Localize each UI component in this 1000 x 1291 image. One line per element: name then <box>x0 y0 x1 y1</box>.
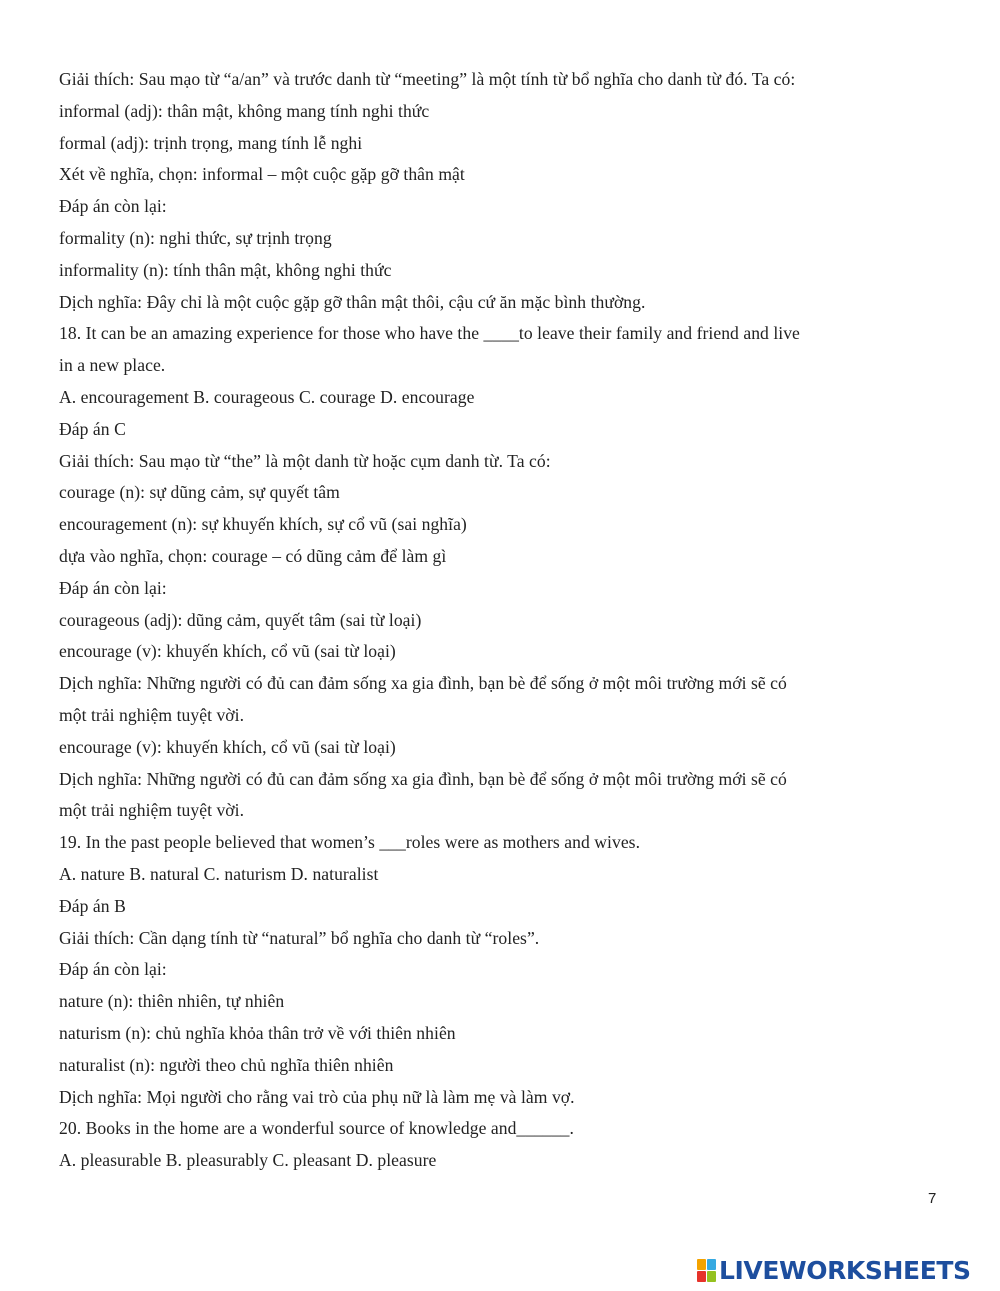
text-line: Giải thích: Cần dạng tính từ “natural” bổ nghĩa cho danh từ “roles”. <box>59 927 540 948</box>
text-line: Đáp án còn lại: <box>59 196 167 217</box>
text-line: naturalist (n): người theo chủ nghĩa thiên nhiên <box>59 1054 394 1075</box>
text-line: Xét về nghĩa, chọn: informal – một cuộc gặp gỡ thân mật <box>59 164 465 185</box>
text-line: nature (n): thiên nhiên, tự nhiên <box>59 991 285 1012</box>
text-line: dựa vào nghĩa, chọn: courage – có dũng cảm để làm gì <box>59 545 447 566</box>
answer-19: Đáp án B <box>59 895 126 916</box>
text-line: formality (n): nghi thức, sự trịnh trọng <box>59 227 332 248</box>
text-line: một trải nghiệm tuyệt vời. <box>59 704 245 725</box>
document-text <box>59 64 939 1177</box>
answer-18: Đáp án C <box>59 418 126 439</box>
text-line: Dịch nghĩa: Mọi người cho rằng vai trò của phụ nữ là làm mẹ và làm vợ. <box>59 1086 575 1107</box>
text-line: Dịch nghĩa: Những người có đủ can đảm sống xa gia đình, bạn bè để sống ở một môi trường mới sẽ có <box>59 673 787 694</box>
text-line: encourage (v): khuyến khích, cổ vũ (sai từ loại) <box>59 641 396 662</box>
text-line: formal (adj): trịnh trọng, mang tính lễ nghi <box>59 132 363 153</box>
text-line: naturism (n): chủ nghĩa khỏa thân trở về với thiên nhiên <box>59 1022 456 1043</box>
text-line: in a new place. <box>59 355 166 376</box>
text-line: encouragement (n): sự khuyến khích, sự cổ vũ (sai nghĩa) <box>59 514 467 535</box>
options-19: A. nature B. natural C. naturism D. naturalist <box>59 863 379 884</box>
text-line: encourage (v): khuyến khích, cổ vũ (sai từ loại) <box>59 736 396 757</box>
text-line: informality (n): tính thân mật, không nghi thức <box>59 259 392 280</box>
text-line: Dịch nghĩa: Đây chỉ là một cuộc gặp gỡ thân mật thôi, cậu cứ ăn mặc bình thường. <box>59 291 646 312</box>
text-line: Giải thích: Sau mạo từ “a/an” và trước danh từ “meeting” là một tính từ bổ nghĩa cho danh từ đó. Ta có: <box>59 69 796 89</box>
text-line: Giải thích: Sau mạo từ “the” là một danh từ hoặc cụm danh từ. Ta có: <box>59 450 551 471</box>
question-19: 19. In the past people believed that women’s ___roles were as mothers and wives. <box>59 832 641 853</box>
liveworksheets-logo[interactable] <box>697 1255 971 1285</box>
text-line: Đáp án còn lại: <box>59 577 167 598</box>
text-line: một trải nghiệm tuyệt vời. <box>59 800 245 821</box>
text-line: courage (n): sự dũng cảm, sự quyết tâm <box>59 482 340 503</box>
text-line: informal (adj): thân mật, không mang tính nghi thức <box>59 100 430 121</box>
liveworksheets-logo-icon <box>697 1259 716 1282</box>
text-line: Dịch nghĩa: Những người có đủ can đảm sống xa gia đình, bạn bè để sống ở một môi trường mới sẽ có <box>59 768 787 789</box>
text-line: Đáp án còn lại: <box>59 959 167 980</box>
options-18: A. encouragement B. courageous C. courage D. encourage <box>59 386 475 407</box>
question-20: 20. Books in the home are a wonderful source of knowledge and______. <box>59 1118 574 1139</box>
page-number: 7 <box>928 1190 937 1207</box>
options-20: A. pleasurable B. pleasurably C. pleasant D. pleasure <box>59 1150 437 1171</box>
question-18: 18. It can be an amazing experience for those who have the ____to leave their family and friend and live <box>59 323 800 344</box>
brand-name: LIVEWORKSHEETS <box>719 1255 971 1285</box>
text-line: courageous (adj): dũng cảm, quyết tâm (sai từ loại) <box>59 609 422 630</box>
